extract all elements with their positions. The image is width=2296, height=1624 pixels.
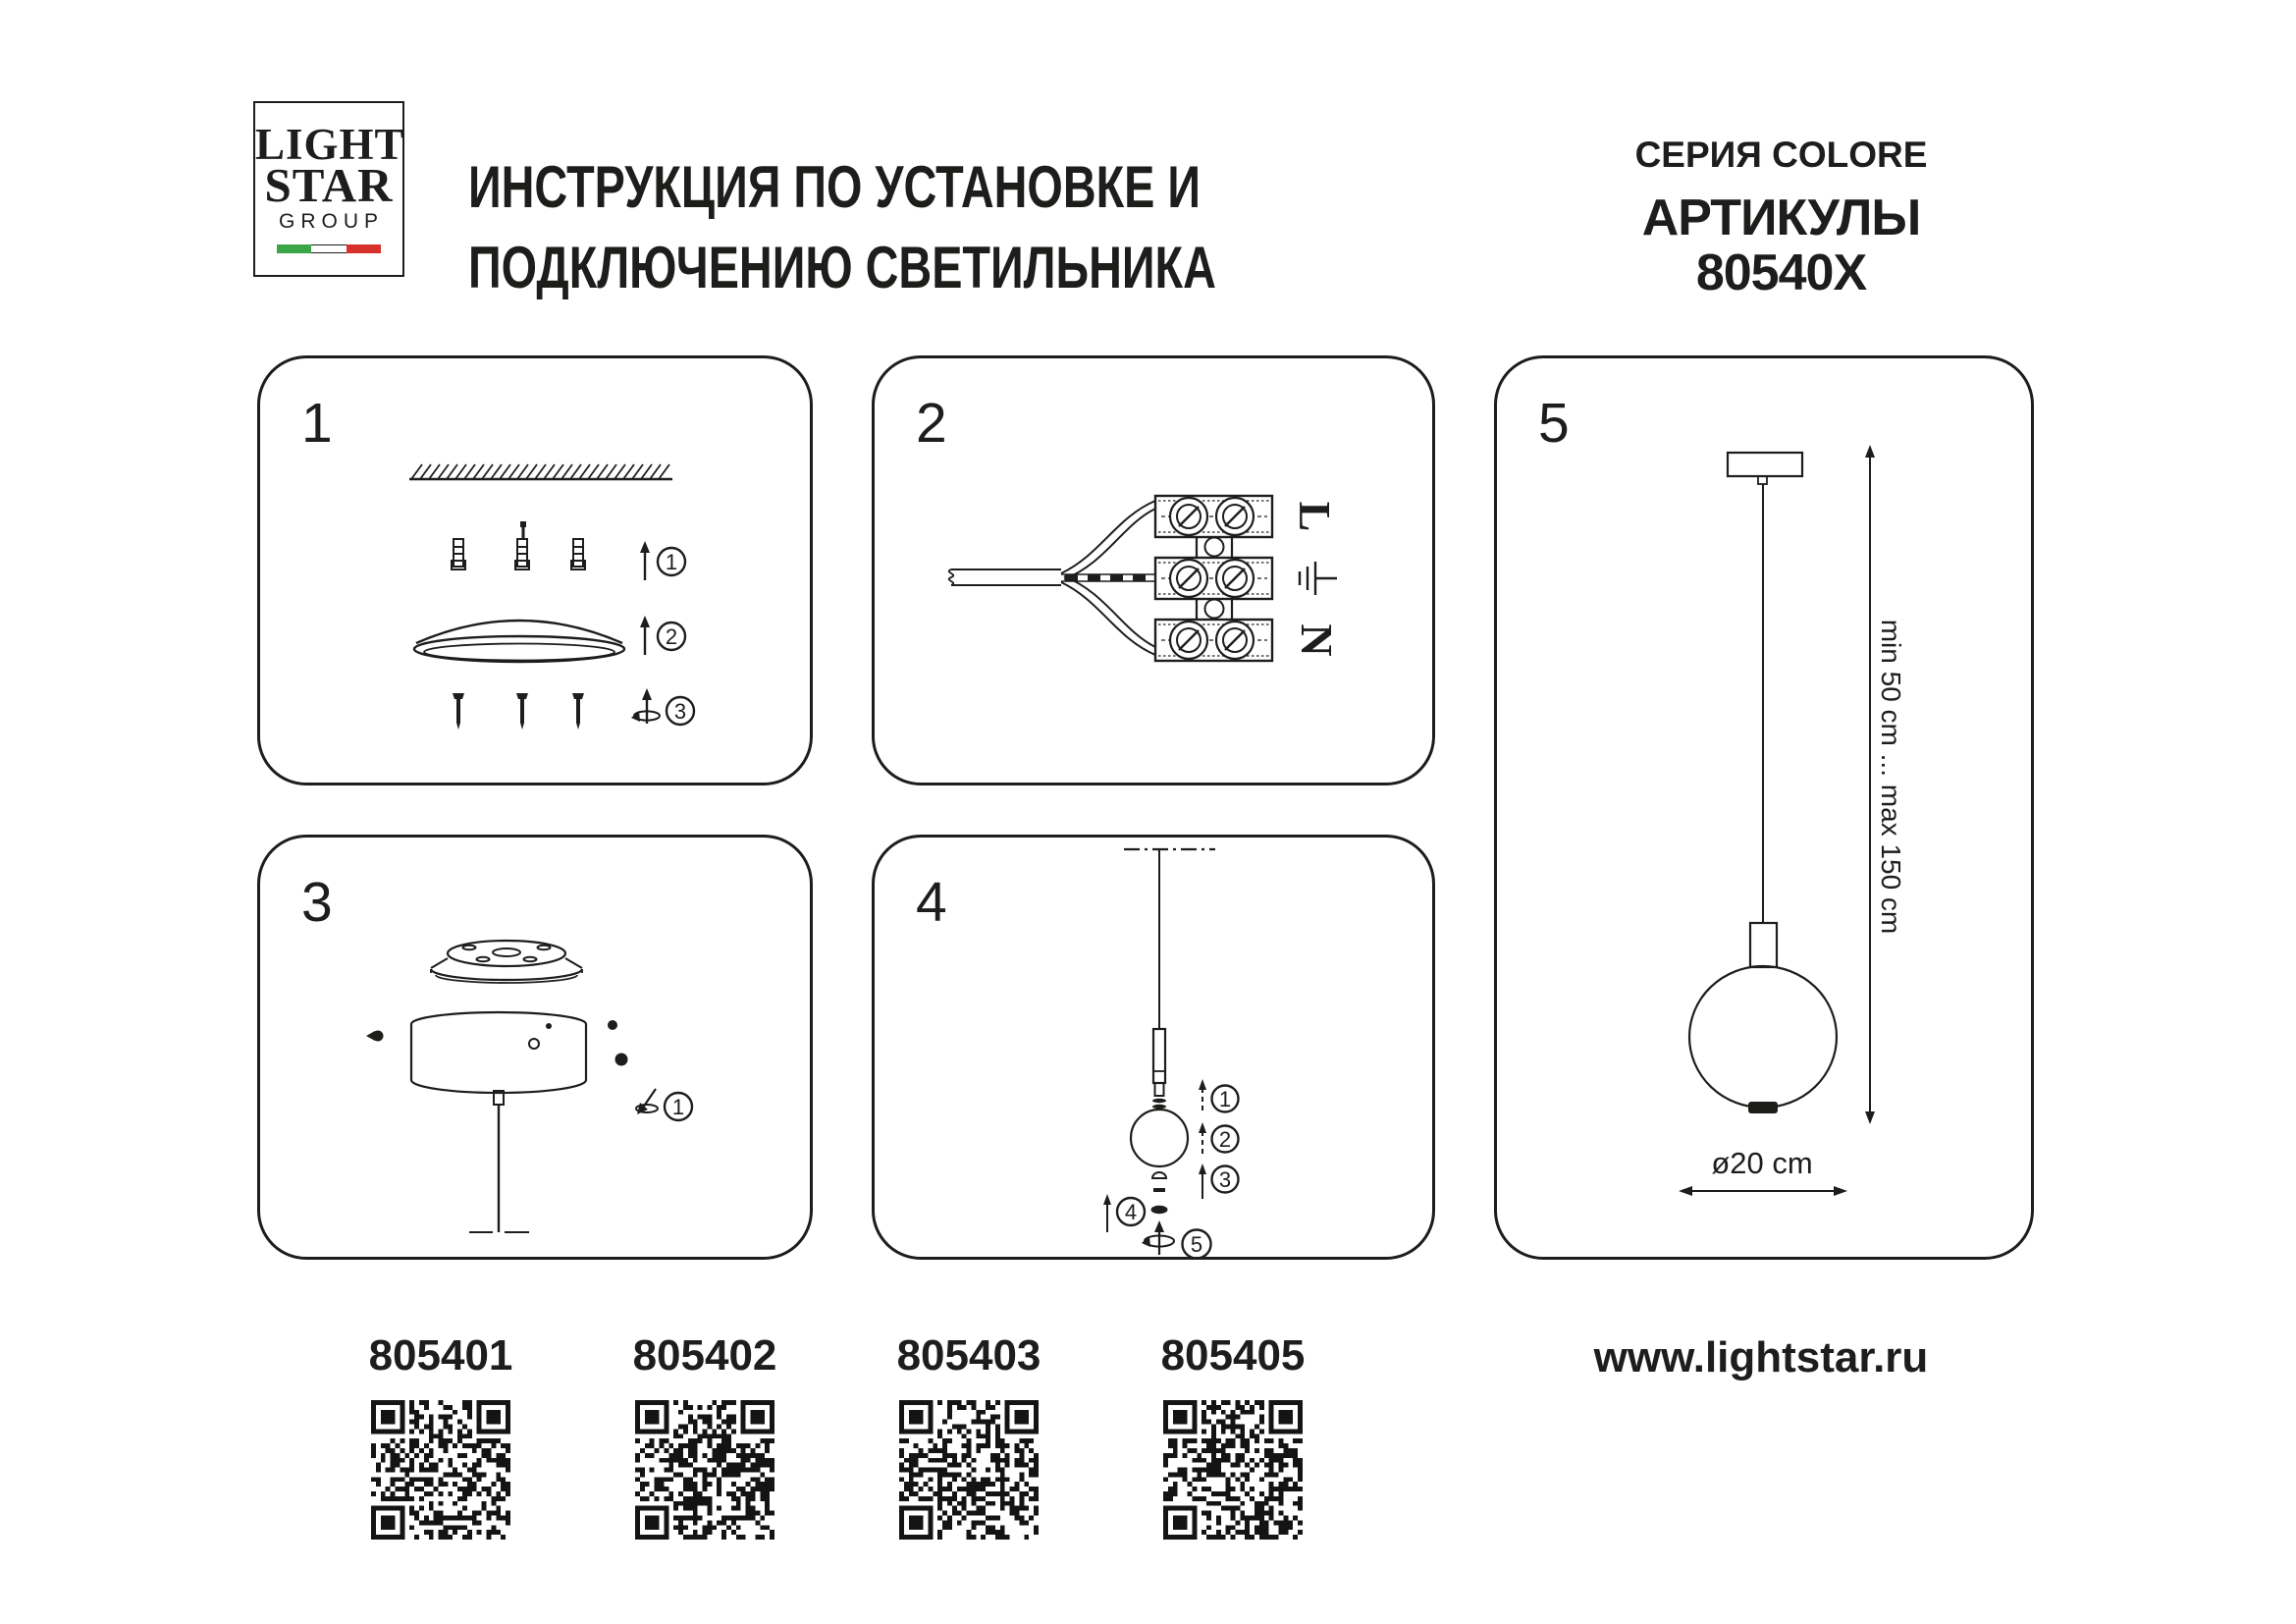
suspension-cord	[469, 1091, 529, 1232]
earth-symbol-icon	[1300, 562, 1337, 595]
fixing-screw-dots	[366, 1020, 628, 1066]
article-item	[1125, 1331, 1341, 1544]
lightstar-logo	[253, 101, 404, 277]
logo-word-star: STAR	[264, 158, 394, 212]
terminal-unit-live	[1155, 496, 1272, 537]
svg-text:3: 3	[1218, 1167, 1232, 1192]
screw-icons	[453, 693, 584, 730]
svg-text:1: 1	[1218, 1087, 1232, 1111]
svg-text:1: 1	[665, 550, 678, 574]
step-marker-4	[1103, 1194, 1145, 1232]
panel-2-wiring-diagram	[875, 358, 1432, 783]
page-title	[468, 147, 1216, 308]
wall-anchor-icon	[571, 539, 585, 569]
shade-fixing-parts	[1151, 1172, 1168, 1214]
article-item	[861, 1331, 1077, 1544]
rotate-arrow-icon	[636, 1089, 658, 1114]
series-name: СЕРИЯ COLORE	[1634, 135, 1928, 175]
step-panel-2	[872, 355, 1435, 785]
step-marker-1	[1199, 1079, 1239, 1112]
diameter-label: ø20 cm	[1711, 1146, 1813, 1180]
panel-5-number: 5	[1538, 392, 1570, 455]
ceiling-canopy-ring	[414, 621, 624, 662]
screw-icon	[516, 693, 528, 730]
step-marker-3	[1199, 1164, 1239, 1199]
step-marker-2	[1199, 1122, 1239, 1154]
svg-text:1: 1	[671, 1095, 685, 1119]
dimensions-panel	[1494, 355, 2034, 1260]
qr-code	[899, 1400, 1039, 1540]
article-item	[333, 1331, 549, 1544]
glass-shade-sphere	[1131, 1110, 1188, 1166]
article-code: 805403	[896, 1331, 1041, 1380]
article-code: 805402	[632, 1331, 777, 1380]
page-title-line1: ИНСТРУКЦИЯ ПО УСТАНОВКЕ И	[468, 154, 1201, 220]
panel-2-number: 2	[916, 392, 947, 455]
svg-text:5: 5	[1190, 1232, 1203, 1257]
canopy-drum	[411, 1012, 586, 1093]
step-marker-5	[1142, 1220, 1211, 1257]
wall-anchor-icon	[452, 539, 465, 569]
panel-4-diagram	[875, 838, 1432, 1257]
screw-icon	[453, 693, 464, 730]
series-block	[1573, 135, 1990, 300]
website-url: www.lightstar.ru	[1593, 1333, 1929, 1381]
wall-anchor-screw-icon	[515, 521, 529, 569]
panel-1-number: 1	[301, 392, 333, 455]
ceiling-hatch	[409, 464, 672, 479]
terminal-unit-neutral	[1155, 620, 1272, 661]
panel-4-number: 4	[916, 871, 947, 934]
rotate-arrow-icon	[631, 688, 660, 724]
panel-3-diagram	[260, 838, 810, 1257]
article-item	[597, 1331, 813, 1544]
panel-1-diagram	[260, 358, 810, 783]
flag-red-stripe	[347, 244, 381, 253]
step-marker-2	[640, 616, 685, 655]
article-code: 805401	[368, 1331, 513, 1380]
flag-white-stripe	[311, 244, 346, 253]
qr-code	[1163, 1400, 1303, 1540]
qr-code	[371, 1400, 510, 1540]
suspension-assembly	[1152, 849, 1166, 1109]
neutral-label: N	[1291, 623, 1342, 657]
mounting-plate	[431, 941, 582, 983]
flag-green-stripe	[277, 244, 311, 253]
step-panel-3	[257, 835, 813, 1260]
svg-text:3: 3	[673, 699, 687, 724]
height-range-label: min 50 cm ... max 150 cm	[1876, 619, 1907, 935]
rotate-arrow-icon	[1142, 1220, 1174, 1255]
terminal-block	[1155, 496, 1272, 661]
qr-code	[635, 1400, 774, 1540]
logo-word-group: GROUP	[278, 210, 384, 233]
article-code: 805405	[1160, 1331, 1306, 1380]
articles-title: АРТИКУЛЫ 80540X	[1641, 189, 1921, 301]
italian-flag-icon	[277, 244, 381, 253]
step-marker-3	[631, 688, 694, 725]
mains-cable	[949, 501, 1155, 655]
wall-anchor-icons	[452, 521, 585, 569]
page-title-line2: ПОДКЛЮЧЕНИЮ СВЕТИЛЬНИКА	[468, 235, 1216, 300]
step-panel-4	[872, 835, 1435, 1260]
pendant-lamp-drawing	[1689, 453, 1837, 1113]
step-marker-1	[640, 541, 685, 580]
screw-icon	[572, 693, 584, 730]
terminal-unit-earth	[1155, 558, 1272, 599]
step-marker-1	[636, 1089, 692, 1120]
live-label: L	[1289, 501, 1340, 532]
svg-text:2: 2	[665, 624, 678, 649]
diameter-dimension	[1679, 1146, 1847, 1196]
logo-word-light: LIGHT	[255, 120, 405, 169]
height-dimension	[1865, 445, 1906, 1124]
panel-5-diagram	[1497, 358, 2031, 1257]
svg-text:4: 4	[1124, 1200, 1138, 1224]
svg-text:2: 2	[1218, 1127, 1232, 1152]
panel-3-number: 3	[301, 871, 333, 934]
step-panel-1	[257, 355, 813, 785]
